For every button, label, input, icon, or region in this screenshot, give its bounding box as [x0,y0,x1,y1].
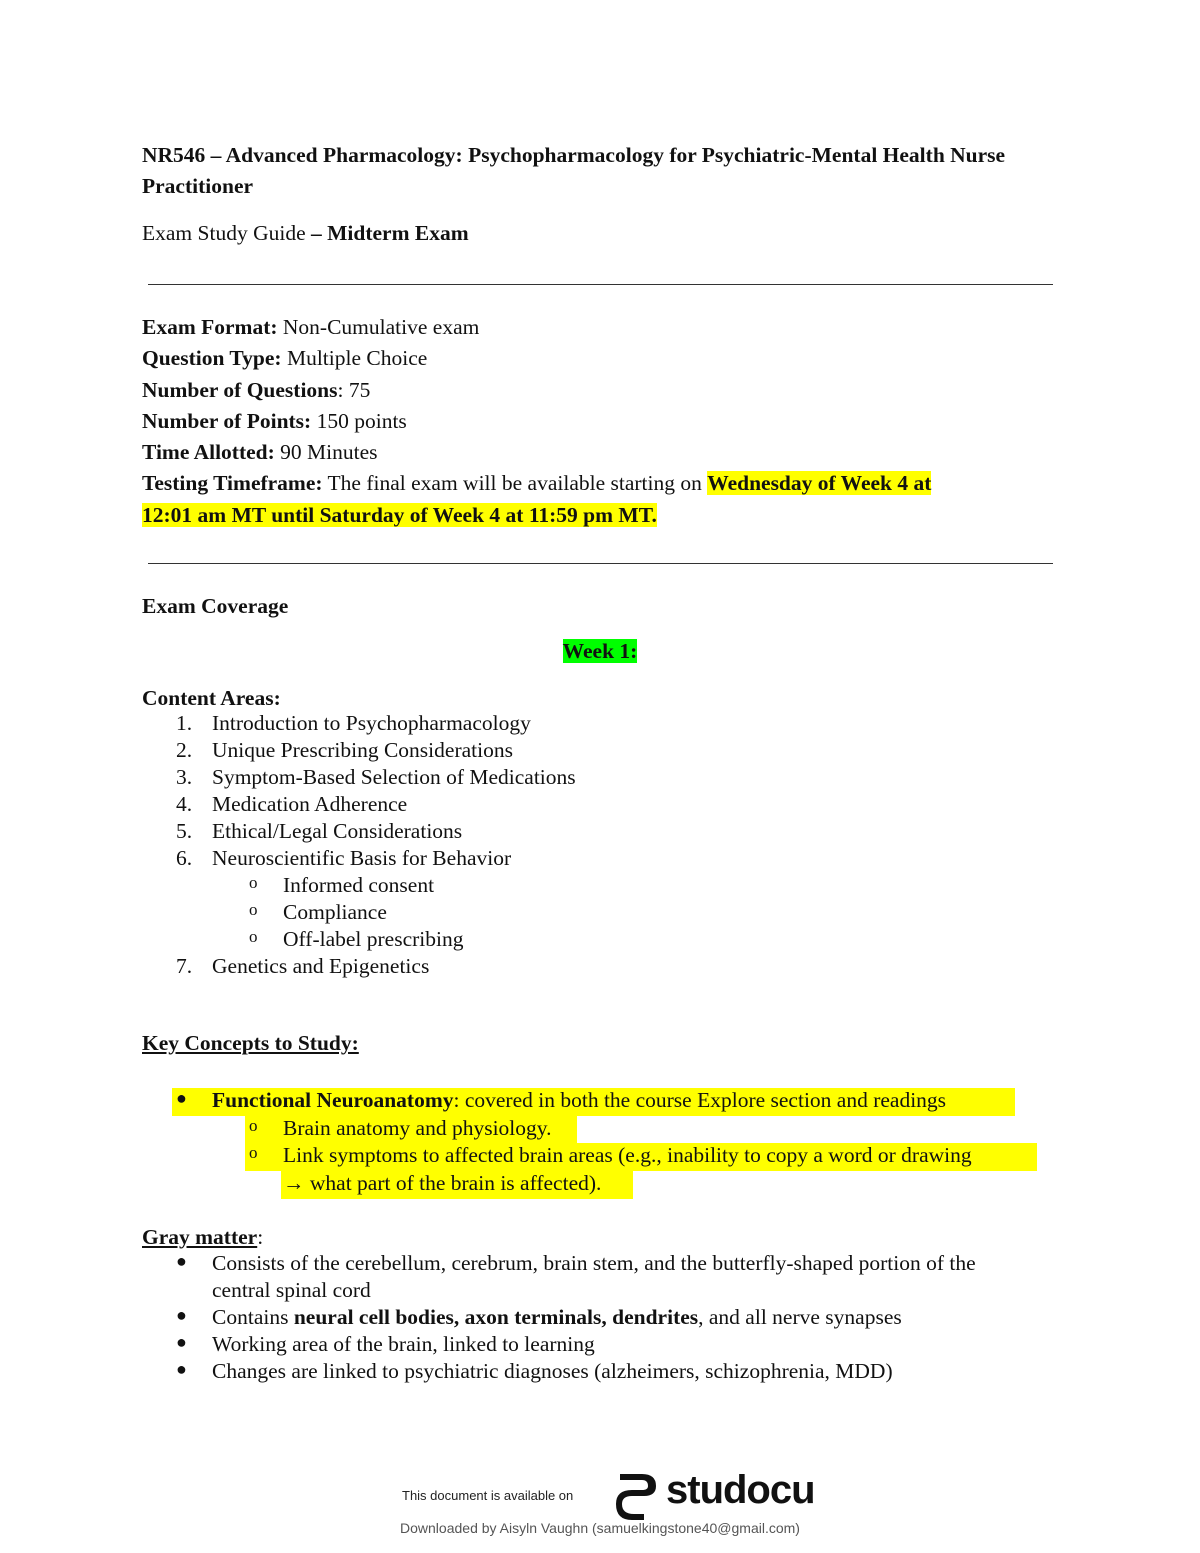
sub-bullet-icon: o [249,1143,258,1162]
key-concept-bold: Functional Neuroanatomy [212,1088,454,1112]
number-of-questions-label: Number of Questions [142,377,338,402]
exam-format-label: Exam Format: [142,315,278,339]
sub-list-text: Compliance [283,900,387,924]
exam-coverage-heading: Exam Coverage [142,594,289,618]
studocu-logo-icon[interactable] [612,1470,664,1522]
list-text: , and all nerve synapses [698,1305,902,1329]
list-text: Contains [212,1305,294,1329]
list-text: Symptom-Based Selection of Medications [212,765,576,789]
exam-info [142,312,931,531]
bullet-icon: ● [176,1088,187,1108]
list-number: 3. [176,765,193,789]
week-label-row [0,637,1200,665]
testing-timeframe-highlight: Wednesday of Week 4 at [707,471,932,496]
list-text-bold: neural cell bodies, axon terminals, dendrites [293,1305,699,1329]
content-areas-heading: Content Areas: [142,686,281,710]
subtitle-bold: – Midterm Exam [311,221,469,245]
list-text: central spinal cord [212,1278,371,1302]
divider [148,563,1053,564]
list-number: 4. [176,792,193,816]
divider [148,284,1053,285]
document-subtitle [142,218,469,249]
list-text: Medication Adherence [212,792,408,816]
sub-list-text: Brain anatomy and physiology. [283,1116,552,1140]
sub-bullet-icon: o [249,1116,258,1135]
list-text: Genetics and Epigenetics [212,954,430,978]
key-concepts-heading: Key Concepts to Study: [142,1031,359,1055]
number-of-questions-row [142,375,931,406]
list-text: Working area of the brain, linked to learning [212,1332,595,1356]
document-title: NR546 – Advanced Pharmacology: Psychopharmacology for Psychiatric-Mental Health Nurse Practitioner [142,143,1006,198]
testing-timeframe-value: The final exam will be available starting on [322,471,708,496]
list-text: Unique Prescribing Considerations [212,738,513,762]
list-number: 6. [176,846,193,870]
exam-format-value: Non-Cumulative exam [277,315,480,339]
testing-timeframe-row [142,468,931,499]
footer-available-text: This document is available on [402,1488,574,1503]
week-label: Week 1: [562,639,638,663]
key-concept-text: : covered in both the course Explore section and readings [453,1088,947,1112]
bullet-icon: ● [176,1251,187,1271]
number-of-points-label: Number of Points: [142,408,312,433]
sub-list-text: Off-label prescribing [283,927,464,951]
list-number: 1. [176,711,193,735]
time-allotted-row [142,437,931,468]
exam-format-row [142,312,931,343]
question-type-label: Question Type: [142,346,282,371]
number-of-points-value: 150 points [311,408,407,433]
list-text: Neuroscientific Basis for Behavior [212,846,512,870]
footer-downloaded-by: Downloaded by Aisyln Vaughn (samuelkingstone40@gmail.com) [400,1520,800,1536]
sub-list-text: Link symptoms to affected brain areas (e.g., inability to copy a word or drawing [283,1143,972,1167]
time-allotted-label: Time Allotted: [142,440,275,465]
list-text: Ethical/Legal Considerations [212,819,463,843]
list-text: Consists of the cerebellum, cerebrum, brain stem, and the butterfly-shaped portion of the [212,1251,976,1275]
number-of-points-row [142,406,931,437]
gray-matter-title: Gray matter [142,1225,258,1249]
sub-bullet-icon: o [249,900,258,919]
sub-list-text: → what part of the brain is affected). [283,1171,602,1195]
bullet-icon: ● [176,1359,187,1379]
bullet-icon: ● [176,1332,187,1352]
testing-timeframe-row-2 [142,500,931,531]
bullet-icon: ● [176,1305,187,1325]
gray-matter-heading [142,1222,263,1253]
testing-timeframe-highlight-2: 12:01 am MT until Saturday of Week 4 at 11:59 pm MT. [142,502,657,527]
list-text: Changes are linked to psychiatric diagnoses (alzheimers, schizophrenia, MDD) [212,1359,893,1383]
number-of-questions-value: : 75 [337,377,371,402]
list-number: 7. [176,954,193,978]
sub-bullet-icon: o [249,927,258,946]
list-number: 2. [176,738,193,762]
sub-bullet-icon: o [249,873,258,892]
studocu-brand[interactable]: studocu [666,1468,815,1512]
sub-list-text: Informed consent [283,873,435,897]
list-number: 5. [176,819,193,843]
time-allotted-value: 90 Minutes [274,440,378,465]
subtitle-prefix: Exam Study Guide [142,221,311,245]
gray-matter-colon: : [257,1225,264,1249]
list-text: Introduction to Psychopharmacology [212,711,531,735]
testing-timeframe-label: Testing Timeframe: [142,471,323,496]
question-type-row [142,343,931,374]
question-type-value: Multiple Choice [281,346,428,371]
